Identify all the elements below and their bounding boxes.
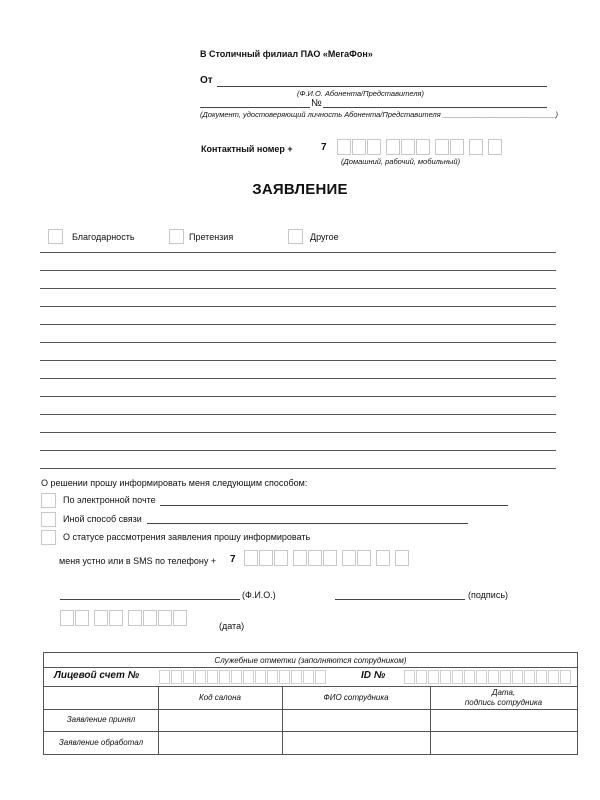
document-title: ЗАЯВЛЕНИЕ — [252, 181, 348, 198]
from-label: От — [200, 75, 213, 86]
digit-box[interactable] — [173, 610, 187, 626]
digit-box[interactable] — [452, 670, 463, 684]
document-number-field[interactable] — [323, 107, 547, 108]
account-label: Лицевой счет № — [54, 670, 140, 681]
digit-box[interactable] — [416, 139, 430, 155]
digit-box[interactable] — [428, 670, 439, 684]
digit-box[interactable] — [416, 670, 427, 684]
digit-box[interactable] — [524, 670, 535, 684]
digit-box[interactable] — [109, 610, 123, 626]
digit-box[interactable] — [171, 670, 182, 684]
id-label: ID № — [361, 670, 386, 681]
digit-box[interactable] — [291, 670, 302, 684]
digit-box[interactable] — [274, 550, 288, 566]
digit-box[interactable] — [440, 670, 451, 684]
table-divider — [44, 686, 577, 687]
number-label: № — [311, 98, 322, 109]
digit-box[interactable] — [255, 670, 266, 684]
checkbox-email[interactable] — [41, 493, 56, 508]
digit-box[interactable] — [488, 139, 502, 155]
digit-box[interactable] — [367, 139, 381, 155]
digit-box[interactable] — [143, 610, 157, 626]
digit-box[interactable] — [94, 610, 108, 626]
digit-box[interactable] — [219, 670, 230, 684]
row-processed: Заявление обработал — [58, 738, 144, 747]
digit-box[interactable] — [303, 670, 314, 684]
row-accepted: Заявление принял — [66, 715, 136, 724]
digit-box[interactable] — [560, 670, 571, 684]
digit-box[interactable] — [231, 670, 242, 684]
digit-box[interactable] — [159, 670, 170, 684]
text-line[interactable] — [40, 288, 556, 289]
digit-box[interactable] — [267, 670, 278, 684]
digit-box[interactable] — [279, 670, 290, 684]
label-other-method: Иной способ связи — [63, 514, 142, 524]
digit-box[interactable] — [342, 550, 356, 566]
checkbox-other[interactable] — [288, 229, 303, 244]
digit-box[interactable] — [512, 670, 523, 684]
signature-field[interactable] — [335, 599, 465, 600]
digit-box[interactable] — [469, 139, 483, 155]
text-line[interactable] — [40, 450, 556, 451]
digit-box[interactable] — [243, 670, 254, 684]
text-line[interactable] — [40, 414, 556, 415]
digit-box[interactable] — [450, 139, 464, 155]
digit-box[interactable] — [207, 670, 218, 684]
from-field[interactable] — [217, 86, 547, 87]
service-header: Служебные отметки (заполняются сотрудником) — [214, 656, 407, 665]
text-line[interactable] — [40, 432, 556, 433]
notify-intro: О решении прошу информировать меня следующим способом: — [41, 478, 308, 488]
digit-box[interactable] — [183, 670, 194, 684]
col-date-line1: Дата, — [491, 688, 516, 697]
digit-box[interactable] — [352, 139, 366, 155]
digit-box[interactable] — [435, 139, 449, 155]
digit-box[interactable] — [357, 550, 371, 566]
digit-box[interactable] — [60, 610, 74, 626]
digit-box[interactable] — [395, 550, 409, 566]
text-line[interactable] — [40, 252, 556, 253]
digit-box[interactable] — [308, 550, 322, 566]
label-claim: Претензия — [189, 232, 234, 242]
table-divider — [44, 731, 577, 732]
digit-box[interactable] — [500, 670, 511, 684]
date-label: (дата) — [219, 621, 245, 631]
col-employee-name: ФИО сотрудника — [323, 693, 389, 702]
text-line[interactable] — [40, 378, 556, 379]
label-sms: меня устно или в SMS по телефону + — [59, 556, 217, 566]
digit-box[interactable] — [464, 670, 475, 684]
digit-box[interactable] — [488, 670, 499, 684]
digit-box[interactable] — [195, 670, 206, 684]
text-line[interactable] — [40, 396, 556, 397]
from-hint: (Ф.И.О. Абонента/Представителя) — [297, 89, 425, 98]
label-email: По электронной почте — [63, 495, 156, 505]
digit-box[interactable] — [158, 610, 172, 626]
document-field[interactable] — [200, 107, 310, 108]
email-field[interactable] — [160, 505, 508, 506]
digit-box[interactable] — [548, 670, 559, 684]
table-divider — [44, 667, 577, 668]
label-status: О статусе рассмотрения заявления прошу информировать — [63, 532, 311, 542]
service-table — [43, 652, 578, 755]
checkbox-claim[interactable] — [169, 229, 184, 244]
text-line[interactable] — [40, 306, 556, 307]
signature-label: (подпись) — [468, 590, 509, 600]
fio-label: (Ф.И.О.) — [242, 590, 276, 600]
col-salon-code: Код салона — [199, 693, 241, 702]
document-hint: (Документ, удостоверяющий личность Абонента/Представителя ___________________________) — [200, 110, 559, 119]
digit-box[interactable] — [476, 670, 487, 684]
text-line[interactable] — [40, 342, 556, 343]
text-line[interactable] — [40, 468, 556, 469]
sms-prefix: 7 — [230, 554, 236, 565]
digit-box[interactable] — [128, 610, 142, 626]
checkbox-status[interactable] — [41, 530, 56, 545]
text-line[interactable] — [40, 360, 556, 361]
digit-box[interactable] — [337, 139, 351, 155]
text-line[interactable] — [40, 270, 556, 271]
checkbox-other-method[interactable] — [41, 512, 56, 527]
digit-box[interactable] — [75, 610, 89, 626]
digit-box[interactable] — [323, 550, 337, 566]
digit-box[interactable] — [376, 550, 390, 566]
digit-box[interactable] — [386, 139, 400, 155]
digit-box[interactable] — [401, 139, 415, 155]
digit-box[interactable] — [536, 670, 547, 684]
digit-box[interactable] — [244, 550, 258, 566]
contact-prefix: 7 — [321, 142, 327, 153]
label-gratitude: Благодарность — [72, 232, 135, 242]
digit-box[interactable] — [404, 670, 415, 684]
checkbox-gratitude[interactable] — [48, 229, 63, 244]
contact-label: Контактный номер + — [201, 144, 293, 154]
digit-box[interactable] — [293, 550, 307, 566]
fio-field[interactable] — [60, 599, 240, 600]
table-divider — [44, 709, 577, 710]
text-line[interactable] — [40, 324, 556, 325]
digit-box[interactable] — [315, 670, 326, 684]
digit-box[interactable] — [259, 550, 273, 566]
label-other: Другое — [310, 232, 339, 242]
col-date-line2: подпись сотрудника — [464, 698, 543, 707]
other-method-field[interactable] — [147, 523, 468, 524]
contact-hint: (Домашний, рабочий, мобильный) — [341, 157, 461, 166]
recipient-line: В Столичный филиал ПАО «МегаФон» — [200, 49, 373, 59]
